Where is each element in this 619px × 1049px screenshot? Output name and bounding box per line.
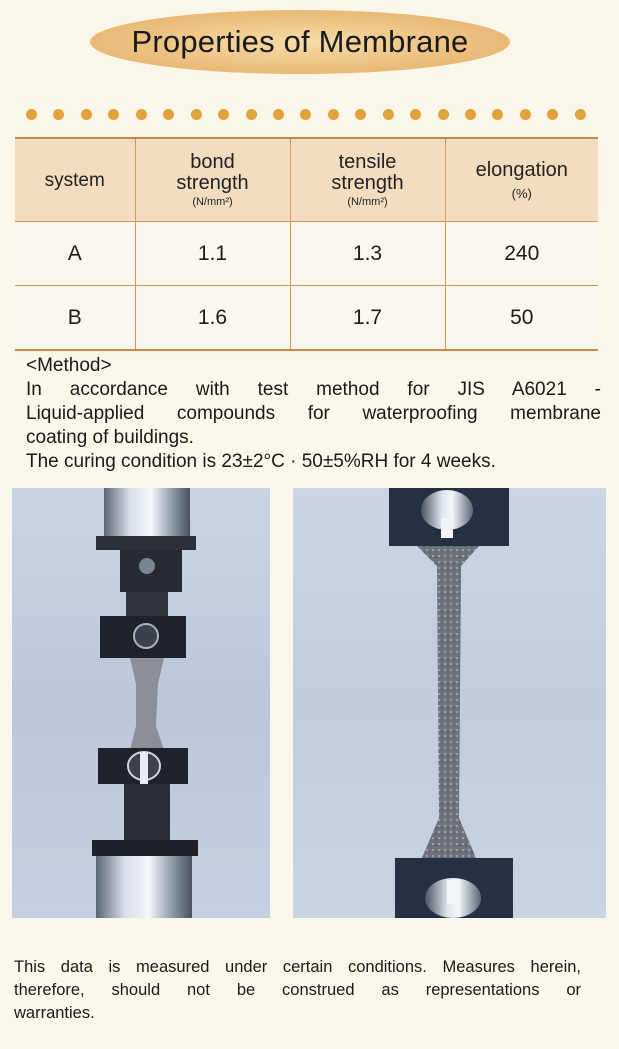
properties-table <box>15 137 598 351</box>
divider-dot <box>465 109 476 120</box>
test-photo-short-specimen <box>12 488 270 918</box>
header-bond-label-1: bond <box>190 150 235 173</box>
divider-dot <box>547 109 558 120</box>
disclaimer-note <box>14 956 581 1025</box>
method-section <box>26 354 601 474</box>
divider-dot <box>355 109 366 120</box>
header-tensile-unit: (N/mm²) <box>347 195 388 208</box>
cell-elongation: 240 <box>445 222 598 286</box>
header-bond-unit: (N/mm²) <box>192 195 233 208</box>
divider-dot <box>136 109 147 120</box>
test-photo-stretched-specimen <box>293 488 606 918</box>
divider-dot <box>438 109 449 120</box>
disclaimer-line: This data is measured under certain conditions. Measures herein, <box>14 958 581 976</box>
title-banner <box>90 10 510 74</box>
cell-system: A <box>15 222 135 286</box>
method-text-line: Liquid-applied compounds for waterproofing membrane <box>26 403 601 424</box>
divider-dot <box>53 109 64 120</box>
table-header-row <box>15 138 598 222</box>
header-elongation-label: elongation <box>475 158 568 181</box>
header-elongation-unit: (%) <box>511 185 532 201</box>
method-text-line: In accordance with test method for JIS A6021 - <box>26 379 601 400</box>
divider-dot <box>492 109 503 120</box>
cell-elongation: 50 <box>445 286 598 351</box>
dotted-divider <box>26 109 586 121</box>
header-system-label: system <box>44 169 105 191</box>
divider-dot <box>383 109 394 120</box>
method-heading: <Method> <box>26 355 112 376</box>
header-bond-label-2: strength <box>176 171 249 194</box>
header-system <box>15 138 135 222</box>
divider-dot <box>520 109 531 120</box>
divider-dot <box>575 109 586 120</box>
divider-dot <box>300 109 311 120</box>
divider-dot <box>163 109 174 120</box>
curing-condition: The curing condition is 23±2°C · 50±5%RH for 4 weeks. <box>26 451 496 472</box>
cell-bond-strength: 1.1 <box>135 222 290 286</box>
cell-tensile-strength: 1.3 <box>290 222 445 286</box>
divider-dot <box>26 109 37 120</box>
divider-dot <box>81 109 92 120</box>
page-title: Properties of Membrane <box>131 24 469 59</box>
cell-tensile-strength: 1.7 <box>290 286 445 351</box>
cell-system: B <box>15 286 135 351</box>
header-tensile-label-2: strength <box>331 171 404 194</box>
table-row <box>15 222 598 286</box>
divider-dot <box>218 109 229 120</box>
header-bond-strength <box>135 138 290 222</box>
divider-dot <box>108 109 119 120</box>
disclaimer-line: therefore, should not be construed as representations or <box>14 981 581 999</box>
cell-bond-strength: 1.6 <box>135 286 290 351</box>
divider-dot <box>191 109 202 120</box>
divider-dot <box>410 109 421 120</box>
table-row <box>15 286 598 351</box>
method-text-line: coating of buildings. <box>26 427 194 448</box>
header-tensile-strength <box>290 138 445 222</box>
header-tensile-label-1: tensile <box>338 150 397 173</box>
divider-dot <box>273 109 284 120</box>
disclaimer-line: warranties. <box>14 1004 95 1022</box>
divider-dot <box>246 109 257 120</box>
header-elongation <box>445 138 598 222</box>
divider-dot <box>328 109 339 120</box>
